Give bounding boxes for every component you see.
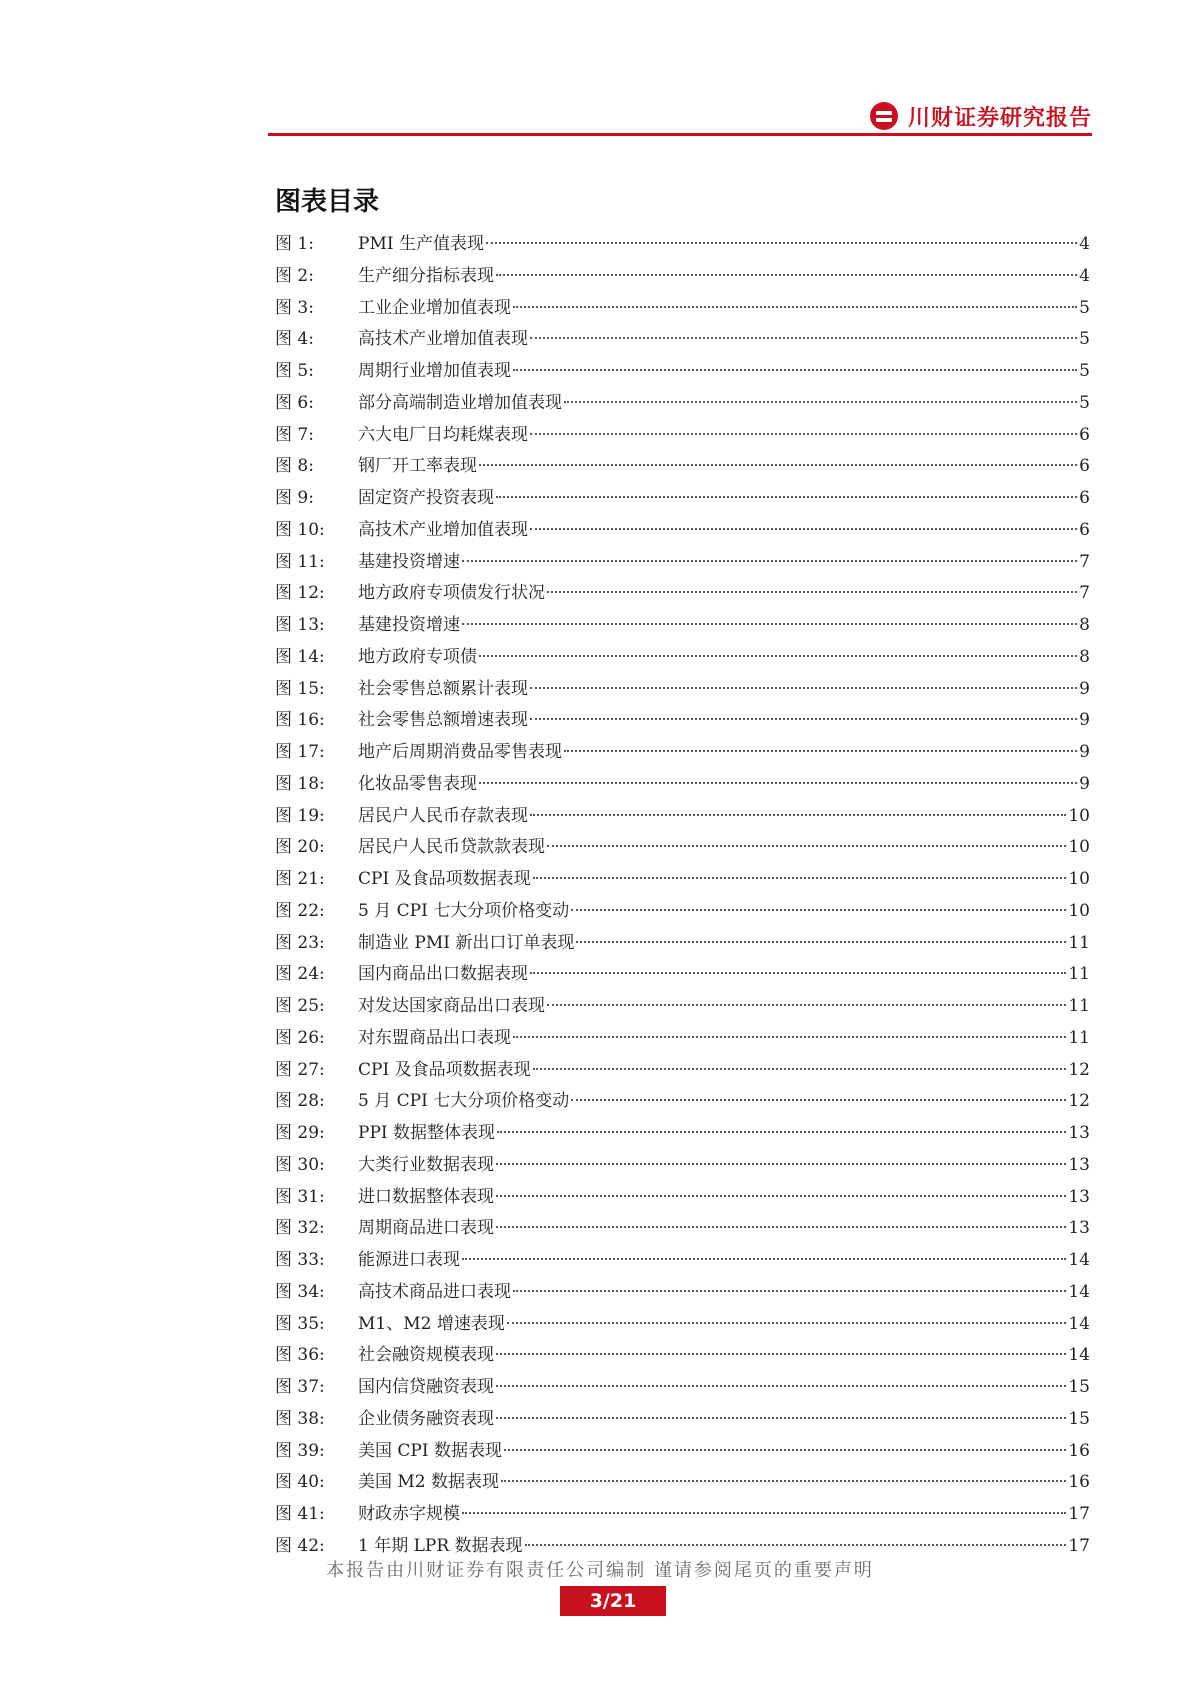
toc-entry-title: 制造业 PMI 新出口订单表现: [358, 932, 575, 953]
toc-entry-title: 地方政府专项债发行状况: [358, 583, 545, 604]
header-brand: [870, 100, 1092, 132]
toc-entry-label: 图 25:: [275, 996, 325, 1016]
toc-entry-page: 4: [1079, 265, 1090, 286]
toc-entry-title: CPI 及食品项数据表现: [358, 869, 531, 889]
toc-dot-leader: [507, 1322, 1067, 1324]
toc-dot-leader: [479, 655, 1077, 657]
toc-entry-page: 13: [1068, 1123, 1090, 1143]
toc-entry-title: 地方政府专项债: [358, 646, 477, 667]
toc-entry-label: 图 1:: [275, 234, 314, 254]
toc-entry-label: 图 11:: [275, 551, 325, 572]
toc-entry-page: 11: [1068, 1027, 1090, 1048]
toc-entry-title: 化妆品零售表现: [358, 773, 477, 794]
toc-entry-page: 4: [1079, 234, 1090, 254]
toc-entry-title: 生产细分指标表现: [358, 265, 494, 286]
toc-entry[interactable]: [275, 515, 1090, 547]
toc-entry-title: 大类行业数据表现: [358, 1154, 494, 1175]
toc-entry[interactable]: [275, 832, 1090, 864]
page-number-badge: 3/21: [560, 1586, 666, 1616]
toc-entry-page: 12: [1068, 1091, 1090, 1112]
toc-entry-page: 17: [1068, 1535, 1090, 1556]
toc-entry-page: 6: [1079, 424, 1090, 445]
toc-entry-page: 8: [1079, 615, 1090, 635]
toc-dot-leader: [571, 1099, 1066, 1101]
toc-entry[interactable]: [275, 705, 1090, 737]
toc-entry-label: 图 40:: [275, 1472, 325, 1493]
toc-entry-label: 图 14:: [275, 646, 325, 667]
toc-entry-page: 5: [1079, 361, 1090, 381]
toc-entry-page: 14: [1068, 1345, 1090, 1366]
toc-entry-page: 6: [1079, 519, 1090, 540]
toc-entry-label: 图 31:: [275, 1186, 325, 1207]
toc-entry-page: 7: [1079, 583, 1090, 604]
toc-dot-leader: [504, 1449, 1066, 1451]
toc-dot-leader: [564, 401, 1077, 403]
toc-entry-title: 美国 M2 数据表现: [358, 1472, 500, 1493]
toc-entry-label: 图 37:: [275, 1377, 325, 1397]
toc-entry-title: 高技术产业增加值表现: [358, 519, 528, 540]
toc-dot-leader: [547, 845, 1066, 847]
toc-entry[interactable]: [275, 959, 1090, 991]
toc-dot-leader: [513, 1036, 1066, 1038]
toc-entry[interactable]: [275, 483, 1090, 515]
toc-entry-label: 图 18:: [275, 773, 325, 794]
toc-entry-page: 10: [1068, 869, 1090, 889]
toc-entry[interactable]: [275, 1372, 1090, 1404]
toc-entry[interactable]: [275, 1182, 1090, 1214]
toc-list: [275, 229, 1090, 1563]
toc-entry-title: 能源进口表现: [358, 1250, 460, 1270]
toc-dot-leader: [462, 1512, 1066, 1514]
toc-dot-leader: [496, 496, 1077, 498]
toc-entry-label: 图 9:: [275, 488, 314, 508]
toc-entry-label: 图 13:: [275, 615, 325, 635]
toc-entry-title: CPI 及食品项数据表现: [358, 1059, 531, 1080]
toc-entry-title: 进口数据整体表现: [358, 1186, 494, 1207]
toc-entry-label: 图 7:: [275, 424, 314, 445]
toc-entry-label: 图 22:: [275, 900, 325, 921]
toc-entry-page: 11: [1068, 932, 1090, 953]
toc-entry[interactable]: [275, 1499, 1090, 1531]
toc-dot-leader: [533, 877, 1067, 879]
toc-entry-page: 9: [1079, 742, 1090, 762]
toc-dot-leader: [496, 1195, 1066, 1197]
toc-entry-label: 图 3:: [275, 297, 314, 318]
toc-entry[interactable]: [275, 229, 1090, 261]
toc-entry[interactable]: [275, 674, 1090, 706]
toc-dot-leader: [530, 972, 1066, 974]
toc-entry-title: 周期商品进口表现: [358, 1218, 494, 1239]
toc-entry-page: 8: [1079, 646, 1090, 667]
toc-entry-label: 图 36:: [275, 1345, 325, 1366]
toc-entry[interactable]: [275, 896, 1090, 928]
toc-entry-label: 图 6:: [275, 392, 314, 413]
toc-entry-label: 图 39:: [275, 1440, 325, 1461]
toc-entry-title: 国内信贷融资表现: [358, 1377, 494, 1397]
toc-entry-page: 9: [1079, 773, 1090, 794]
toc-entry[interactable]: [275, 737, 1090, 769]
toc-dot-leader: [462, 560, 1077, 562]
toc-entry-page: 17: [1068, 1504, 1090, 1524]
toc-dot-leader: [513, 1290, 1066, 1292]
toc-entry-title: 社会零售总额累计表现: [358, 678, 528, 699]
toc-entry[interactable]: [275, 1277, 1090, 1309]
toc-entry-title: 财政赤字规模: [358, 1504, 460, 1524]
toc-dot-leader: [576, 941, 1066, 943]
toc-entry-title: 对东盟商品出口表现: [358, 1027, 511, 1048]
toc-entry-page: 16: [1068, 1472, 1090, 1493]
toc-dot-leader: [496, 1385, 1066, 1387]
toc-dot-leader: [479, 782, 1077, 784]
toc-entry-title: 地产后周期消费品零售表现: [358, 742, 562, 762]
toc-entry-page: 10: [1068, 837, 1090, 858]
toc-entry-page: 13: [1068, 1154, 1090, 1175]
toc-entry[interactable]: [275, 769, 1090, 801]
toc-entry-label: 图 21:: [275, 869, 325, 889]
toc-entry[interactable]: [275, 293, 1090, 325]
toc-entry-page: 14: [1068, 1281, 1090, 1302]
toc-entry-title: 1 年期 LPR 数据表现: [358, 1535, 523, 1556]
toc-entry-page: 13: [1068, 1186, 1090, 1207]
toc-dot-leader: [497, 1131, 1066, 1133]
toc-entry-title: 基建投资增速: [358, 551, 460, 572]
toc-entry-title: 六大电厂日均耗煤表现: [358, 424, 528, 445]
toc-entry-title: 固定资产投资表现: [358, 488, 494, 508]
toc-dot-leader: [496, 1163, 1066, 1165]
toc-entry-label: 图 42:: [275, 1535, 325, 1556]
toc-entry[interactable]: [275, 388, 1090, 420]
toc-entry-label: 图 17:: [275, 742, 325, 762]
toc-dot-leader: [530, 814, 1066, 816]
toc-dot-leader: [496, 1417, 1066, 1419]
toc-entry-title: 社会零售总额增速表现: [358, 710, 528, 731]
toc-entry[interactable]: [275, 1467, 1090, 1499]
toc-entry-page: 9: [1079, 678, 1090, 699]
toc-entry-title: 周期行业增加值表现: [358, 361, 511, 381]
toc-entry-page: 11: [1068, 996, 1090, 1016]
toc-entry-title: M1、M2 增速表现: [358, 1313, 505, 1334]
toc-entry-page: 10: [1068, 805, 1090, 826]
toc-entry-page: 11: [1068, 964, 1090, 985]
toc-entry-title: 国内商品出口数据表现: [358, 964, 528, 985]
toc-entry-label: 图 12:: [275, 583, 325, 604]
toc-entry[interactable]: [275, 1245, 1090, 1277]
toc-dot-leader: [479, 464, 1077, 466]
toc-entry-title: 居民户人民币贷款款表现: [358, 837, 545, 858]
toc-entry-page: 6: [1079, 456, 1090, 477]
toc-dot-leader: [530, 687, 1077, 689]
toc-entry-page: 15: [1068, 1377, 1090, 1397]
toc-dot-leader: [513, 306, 1077, 308]
toc-entry[interactable]: [275, 928, 1090, 960]
toc-entry-page: 13: [1068, 1218, 1090, 1239]
toc-entry-label: 图 16:: [275, 710, 325, 731]
toc-dot-leader: [462, 1258, 1066, 1260]
toc-entry-label: 图 2:: [275, 265, 314, 286]
toc-dot-leader: [496, 1353, 1066, 1355]
toc-entry-label: 图 27:: [275, 1059, 325, 1080]
brand-name: 川财证券研究报告: [907, 105, 1092, 131]
toc-dot-leader: [486, 242, 1077, 244]
toc-entry-label: 图 33:: [275, 1250, 325, 1270]
toc-entry-title: 居民户人民币存款表现: [358, 805, 528, 826]
toc-entry-label: 图 41:: [275, 1504, 325, 1524]
toc-entry-label: 图 30:: [275, 1154, 325, 1175]
toc-entry[interactable]: [275, 1340, 1090, 1372]
toc-entry-title: 美国 CPI 数据表现: [358, 1440, 502, 1461]
toc-dot-leader: [525, 1544, 1067, 1546]
toc-dot-leader: [564, 750, 1077, 752]
toc-entry-page: 10: [1068, 900, 1090, 921]
toc-entry[interactable]: [275, 420, 1090, 452]
toc-entry-label: 图 19:: [275, 805, 325, 826]
chuancai-logo-icon: [870, 102, 898, 130]
toc-entry[interactable]: [275, 1436, 1090, 1468]
toc-entry-label: 图 26:: [275, 1027, 325, 1048]
toc-entry[interactable]: [275, 801, 1090, 833]
toc-entry-title: 高技术商品进口表现: [358, 1281, 511, 1302]
toc-entry[interactable]: [275, 1086, 1090, 1118]
toc-entry[interactable]: [275, 451, 1090, 483]
toc-entry-label: 图 10:: [275, 519, 325, 540]
toc-entry[interactable]: [275, 1213, 1090, 1245]
toc-dot-leader: [530, 718, 1077, 720]
toc-entry-label: 图 28:: [275, 1091, 325, 1112]
toc-entry[interactable]: [275, 1404, 1090, 1436]
toc-entry-label: 图 20:: [275, 837, 325, 858]
toc-entry[interactable]: [275, 642, 1090, 674]
toc-entry-label: 图 5:: [275, 361, 314, 381]
toc-entry[interactable]: [275, 578, 1090, 610]
toc-dot-leader: [513, 369, 1077, 371]
toc-dot-leader: [547, 1004, 1066, 1006]
toc-entry[interactable]: [275, 1118, 1090, 1150]
toc-entry-label: 图 35:: [275, 1313, 325, 1334]
toc-entry[interactable]: [275, 610, 1090, 642]
toc-entry-title: 高技术产业增加值表现: [358, 329, 528, 350]
toc-entry-page: 14: [1068, 1313, 1090, 1334]
toc-entry[interactable]: [275, 324, 1090, 356]
toc-entry-label: 图 38:: [275, 1408, 325, 1429]
toc-entry-label: 图 24:: [275, 964, 325, 985]
toc-entry-title: 基建投资增速: [358, 615, 460, 635]
header-divider: [268, 133, 1092, 136]
toc-entry-title: PMI 生产值表现: [358, 234, 484, 254]
toc-entry-label: 图 34:: [275, 1281, 325, 1302]
toc-entry[interactable]: [275, 356, 1090, 388]
toc-entry-page: 14: [1068, 1250, 1090, 1270]
toc-dot-leader: [496, 1226, 1066, 1228]
toc-entry-label: 图 32:: [275, 1218, 325, 1239]
toc-entry-label: 图 8:: [275, 456, 314, 477]
toc-dot-leader: [530, 433, 1077, 435]
toc-entry-title: 工业企业增加值表现: [358, 297, 511, 318]
toc-dot-leader: [496, 274, 1077, 276]
toc-entry[interactable]: [275, 1150, 1090, 1182]
toc-dot-leader: [571, 909, 1066, 911]
toc-dot-leader: [547, 591, 1077, 593]
toc-entry-page: 5: [1079, 329, 1090, 350]
toc-entry-page: 15: [1068, 1408, 1090, 1429]
toc-entry-title: 对发达国家商品出口表现: [358, 996, 545, 1016]
toc-entry-page: 16: [1068, 1440, 1090, 1461]
page-title: 图表目录: [275, 187, 380, 217]
toc-entry-page: 5: [1079, 297, 1090, 318]
toc-entry-label: 图 15:: [275, 678, 325, 699]
toc-entry[interactable]: [275, 991, 1090, 1023]
toc-dot-leader: [533, 1068, 1067, 1070]
toc-dot-leader: [462, 623, 1077, 625]
toc-entry[interactable]: [275, 1023, 1090, 1055]
toc-entry-title: 企业债务融资表现: [358, 1408, 494, 1429]
toc-entry-title: 钢厂开工率表现: [358, 456, 477, 477]
toc-entry-page: 12: [1068, 1059, 1090, 1080]
toc-entry-page: 9: [1079, 710, 1090, 731]
toc-entry-page: 5: [1079, 392, 1090, 413]
toc-entry-page: 7: [1079, 551, 1090, 572]
toc-entry-page: 6: [1079, 488, 1090, 508]
toc-entry-label: 图 23:: [275, 932, 325, 953]
toc-dot-leader: [501, 1480, 1066, 1482]
toc-entry-title: 5 月 CPI 七大分项价格变动: [358, 1091, 570, 1112]
toc-entry-label: 图 29:: [275, 1123, 325, 1143]
toc-entry-title: 5 月 CPI 七大分项价格变动: [358, 900, 570, 921]
footer-disclaimer: 本报告由川财证券有限责任公司编制 谨请参阅尾页的重要声明: [326, 1560, 874, 1581]
toc-entry[interactable]: [275, 1055, 1090, 1087]
toc-entry-label: 图 4:: [275, 329, 314, 350]
toc-entry-title: PPI 数据整体表现: [358, 1123, 495, 1143]
toc-entry[interactable]: [275, 261, 1090, 293]
toc-dot-leader: [530, 528, 1077, 530]
toc-entry[interactable]: [275, 547, 1090, 579]
toc-entry-title: 社会融资规模表现: [358, 1345, 494, 1366]
toc-entry-title: 部分高端制造业增加值表现: [358, 392, 562, 413]
toc-entry[interactable]: [275, 1309, 1090, 1341]
toc-dot-leader: [530, 337, 1077, 339]
toc-entry[interactable]: [275, 864, 1090, 896]
